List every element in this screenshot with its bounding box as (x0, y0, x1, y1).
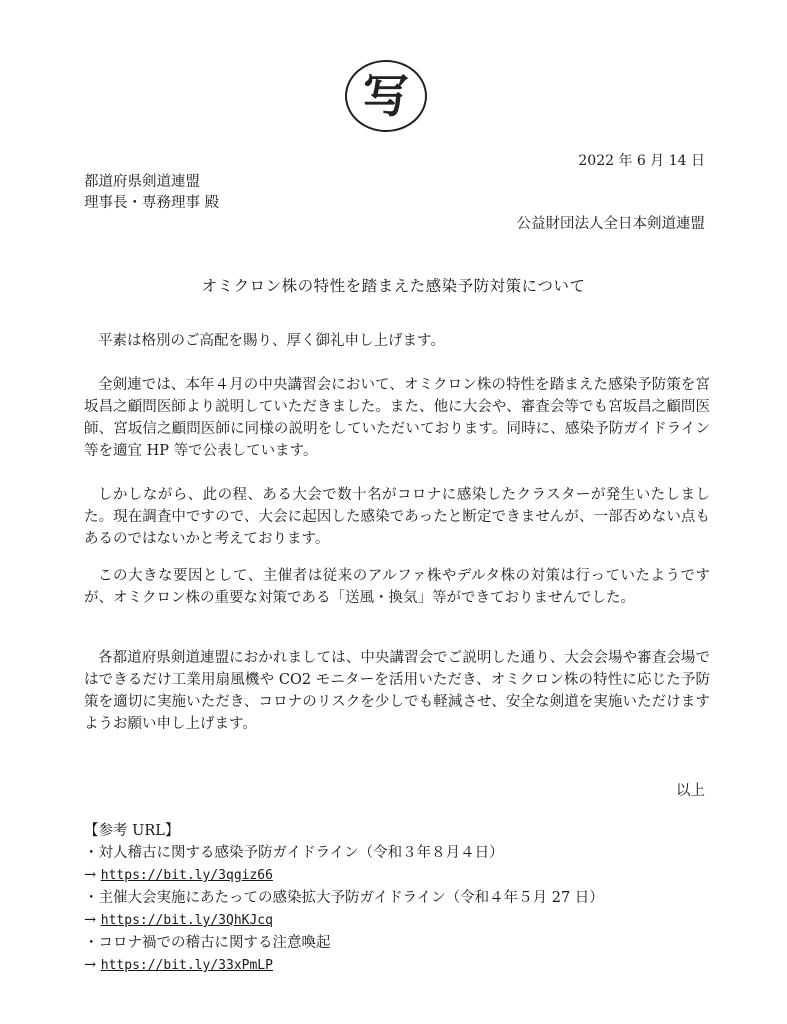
paragraph-incident: しかしながら、此の程、ある大会で数十名がコロナに感染したクラスターが発生いたしました。現在調査中ですので、大会に起因した感染であったと断定できませんが、一部否めない点もあるのではないかと考えております。 (84, 487, 710, 547)
reference-item-link-row (84, 909, 604, 932)
reference-item-link-row (84, 954, 604, 977)
copy-stamp (345, 60, 427, 132)
reference-item-title: ・コロナ禍での稽古に関する注意喚起 (84, 935, 331, 951)
reference-item-title: ・主催大会実施にあたっての感染拡大予防ガイドライン（令和４年５月 27 日） (84, 890, 604, 906)
paragraph-cause: この大きな要因として、主催者は従来のアルファ株やデルタ株の対策は行っていたようですが、オミクロン株の重要な対策である「送風・換気」等ができておりませんでした。 (84, 568, 710, 606)
copy-stamp-glyph: 写 (363, 69, 409, 123)
reference-link[interactable]: https://bit.ly/3qgiz66 (100, 868, 273, 883)
arrow-right-icon: → (84, 957, 97, 973)
reference-heading: 【参考 URL】 (84, 823, 180, 839)
paragraph-greeting: 平素は格別のご高配を賜り、厚く御礼申し上げます。 (98, 333, 445, 349)
sender-organization: 公益財団法人全日本剣道連盟 (516, 216, 705, 232)
document-date: 2022 年 6 月 14 日 (578, 153, 705, 169)
arrow-right-icon: → (84, 912, 97, 928)
reference-link[interactable]: https://bit.ly/33xPmLP (100, 958, 273, 973)
addressee-organization: 都道府県剣道連盟 (84, 174, 200, 190)
paragraph-background: 全剣連では、本年４月の中央講習会において、オミクロン株の特性を踏まえた感染予防策を宮坂昌之顧問医師より説明していただきました。また、他に大会や、審査会等でも宮坂昌之顧問医師、宮坂信之顧問医師に同様の説明をしていただいております。同時に、感染予防ガイドライン等を適宜 HP 等で公表しています。 (84, 377, 710, 459)
reference-item-title: ・対人稽古に関する感染予防ガイドライン（令和３年８月４日） (84, 845, 504, 861)
reference-link[interactable]: https://bit.ly/3QhKJcq (100, 913, 273, 928)
addressee-recipients: 理事長・専務理事 殿 (84, 195, 220, 211)
arrow-right-icon: → (84, 867, 97, 883)
closing-mark: 以上 (676, 783, 705, 799)
paragraph-request: 各都道府県剣道連盟におかれましては、中央講習会でご説明した通り、大会会場や審査会場ではできるだけ工業用扇風機や CO2 モニターを活用いただき、オミクロン株の特性に応じた予防策を適切に実施いただき、コロナのリスクを少しでも軽減させ、安全な剣道を実施いただけますようお願い申し上げます。 (84, 650, 710, 732)
reference-item-link-row (84, 864, 604, 887)
document-title: オミクロン株の特性を踏まえた感染予防対策について (201, 277, 586, 295)
reference-list (84, 820, 604, 977)
